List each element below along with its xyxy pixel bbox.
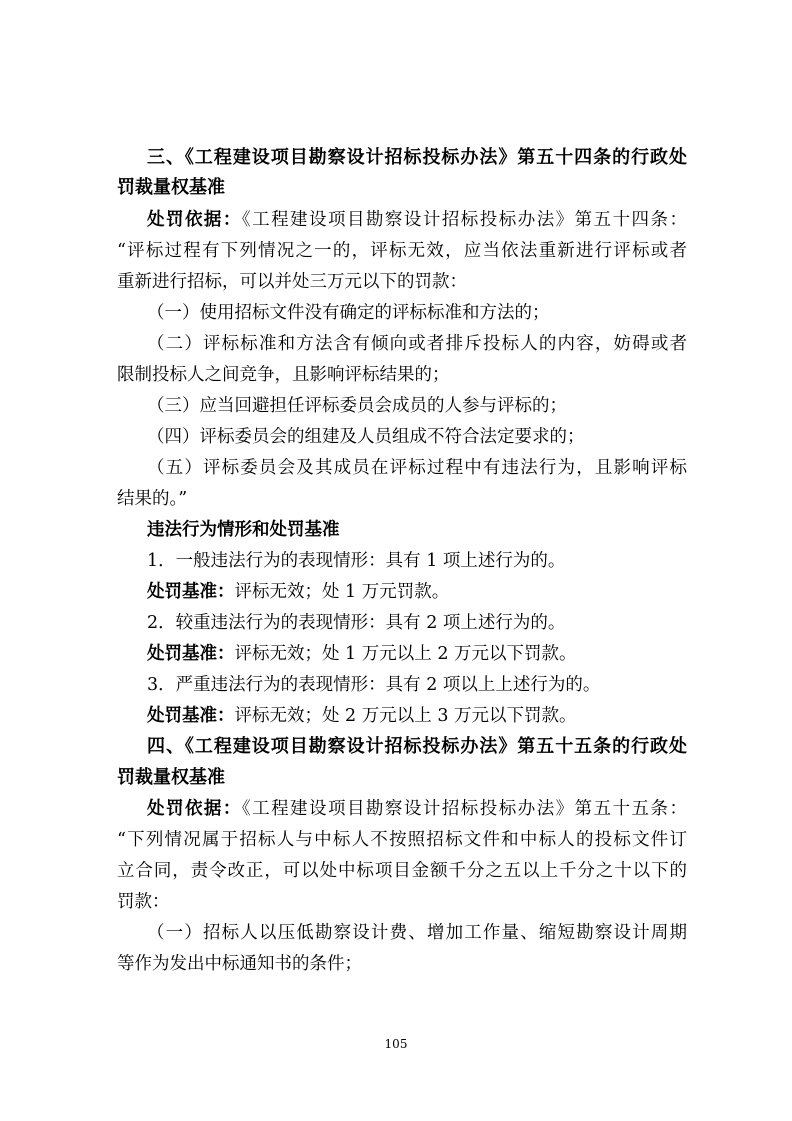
section-4-basis-line2: “下列情况属于招标人与中标人不按照招标文件和中标人的投标文件订 <box>117 830 687 850</box>
violation-1: 1．一般违法行为的表现情形：具有 1 项上述行为的。 <box>147 551 566 571</box>
page-number: 105 <box>384 1037 408 1051</box>
basis-text: 《工程建设项目勘察设计招标投标办法》第五十四条： <box>241 210 688 230</box>
section-3-item-5-line2: 结果的。” <box>117 489 188 509</box>
section-4-basis <box>147 794 687 824</box>
section-3-basis-line2: “评标过程有下列情况之一的，评标无效，应当依法重新进行评标或者 <box>117 241 687 261</box>
penalty-2 <box>147 639 687 669</box>
section-4-basis-line3: 立合同，责令改正，可以处中标项目金额千分之五以上千分之十以下的 <box>117 861 687 881</box>
basis-label: 处罚依据： <box>147 799 242 819</box>
section-3-basis-line3: 重新进行招标，可以并处三万元以下的罚款： <box>117 272 467 292</box>
section-3-item-5-line1: （五）评标委员会及其成员在评标过程中有违法行为，且影响评标 <box>147 458 687 478</box>
penalty-label: 处罚基准： <box>147 644 235 664</box>
section-4-item-1-line2: 等作为发出中标通知书的条件； <box>117 954 362 974</box>
violations-heading: 违法行为情形和处罚基准 <box>147 520 340 540</box>
section-3-title-line2: 罚裁量权基准 <box>117 177 225 198</box>
penalty-text: 评标无效；处 1 万元罚款。 <box>234 582 450 602</box>
section-4-basis-line4: 罚款： <box>117 892 170 912</box>
section-4-title-line2: 罚裁量权基准 <box>117 767 225 788</box>
violation-2: 2．较重违法行为的表现情形：具有 2 项上述行为的。 <box>147 613 566 633</box>
penalty-label: 处罚基准： <box>147 706 235 726</box>
violation-3: 3．严重违法行为的表现情形：具有 2 项以上上述行为的。 <box>147 675 601 695</box>
basis-text: 《工程建设项目勘察设计招标投标办法》第五十五条： <box>241 799 688 819</box>
section-3-basis <box>147 205 687 235</box>
penalty-3 <box>147 701 687 731</box>
section-3-item-2-line1: （二）评标标准和方法含有倾向或者排斥投标人的内容，妨碍或者 <box>147 334 687 354</box>
section-4-item-1-line1: （一）招标人以压低勘察设计费、增加工作量、缩短勘察设计周期 <box>147 923 687 943</box>
penalty-label: 处罚基准： <box>147 582 235 602</box>
section-3-item-2-line2: 限制投标人之间竞争，且影响评标结果的； <box>117 365 450 385</box>
section-4-title-line1: 四、《工程建设项目勘察设计招标投标办法》第五十五条的行政处 <box>147 736 687 757</box>
penalty-text: 评标无效；处 2 万元以上 3 万元以下罚款。 <box>234 706 577 726</box>
section-3-item-1: （一）使用招标文件没有确定的评标标准和方法的； <box>147 303 550 323</box>
penalty-1 <box>147 577 687 607</box>
section-3-item-3: （三）应当回避担任评标委员会成员的人参与评标的； <box>147 396 567 416</box>
section-3-title-line1: 三、《工程建设项目勘察设计招标投标办法》第五十四条的行政处 <box>147 147 687 168</box>
basis-label: 处罚依据： <box>147 210 242 230</box>
section-3-item-4: （四）评标委员会的组建及人员组成不符合法定要求的； <box>147 427 585 447</box>
penalty-text: 评标无效；处 1 万元以上 2 万元以下罚款。 <box>234 644 577 664</box>
